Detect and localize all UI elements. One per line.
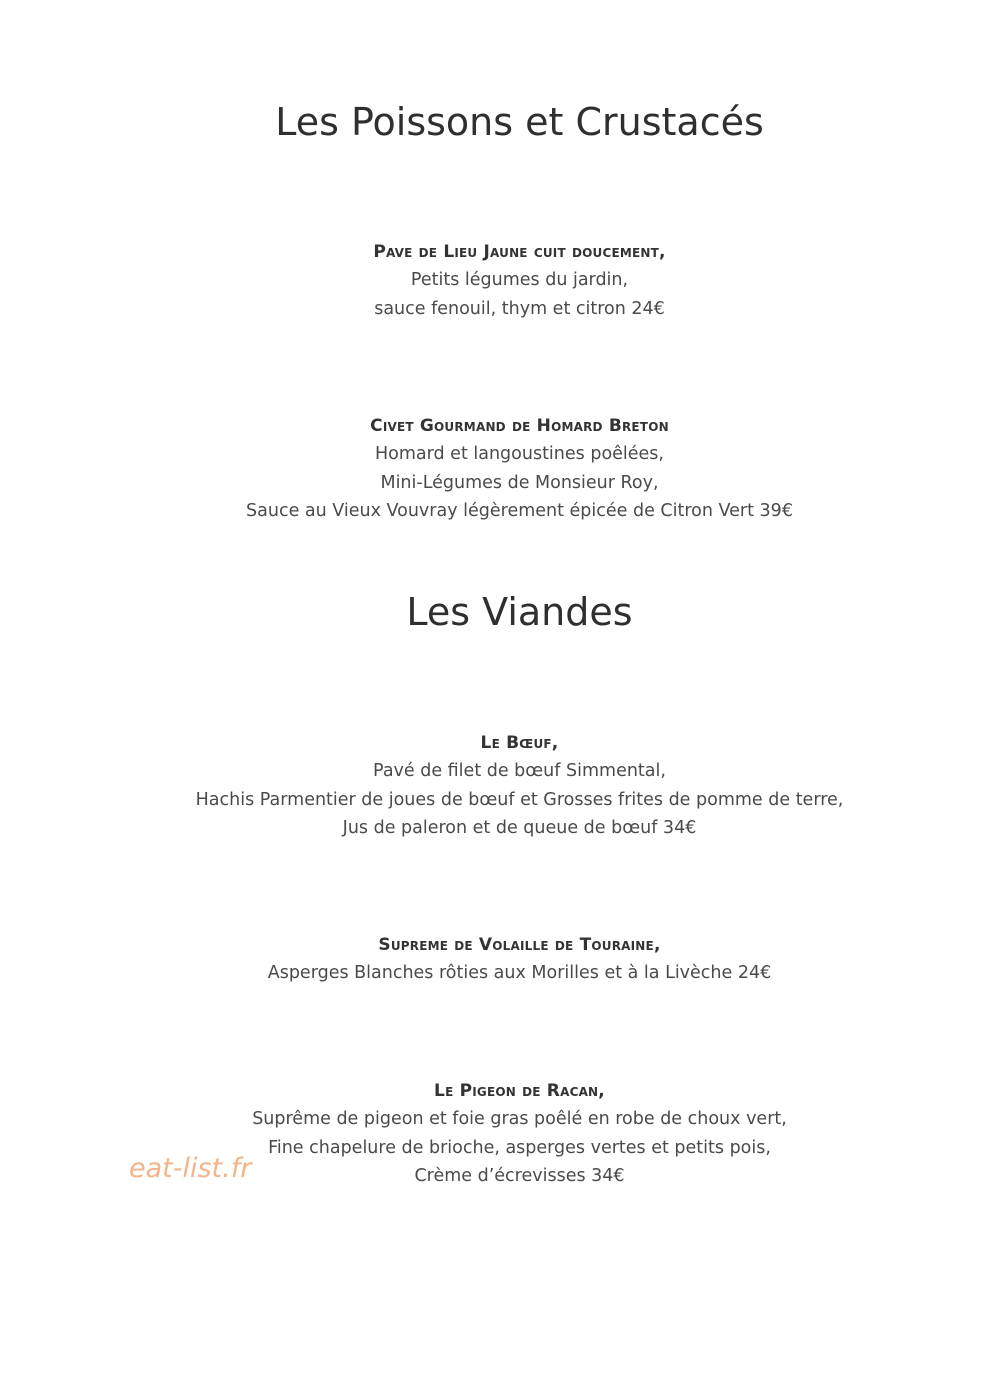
dish-lieu-jaune [0,238,989,323]
dish-description-line: Jus de paleron et de queue de bœuf 34€ [342,818,697,838]
dish-description-line: Sauce au Vieux Vouvray légèrement épicée de Citron Vert 39€ [246,501,793,521]
section-title-poissons: Les Poissons et Crustacés [275,100,764,144]
dish-volaille [0,931,989,988]
watermark: eat-list.fr [129,1153,252,1184]
dish-description-line: Hachis Parmentier de joues de bœuf et Grosses frites de pomme de terre, [195,789,844,810]
dish-name: Pave de Lieu Jaune cuit doucement, [373,242,666,262]
dish-name: Le Bœuf, [480,733,559,753]
dish-description-line: Petits légumes du jardin, [410,270,629,290]
dish-description-line: Suprême de pigeon et foie gras poêlé en robe de choux vert, [252,1109,787,1129]
dish-description-line: Homard et langoustines poêlées, [374,444,664,464]
dish-name: Supreme de Volaille de Touraine, [378,935,661,955]
dish-description-line: Fine chapelure de brioche, asperges vertes et petits pois, [268,1137,771,1158]
section-title-viandes: Les Viandes [406,590,633,634]
dish-homard [0,412,989,526]
dish-description-line: Asperges Blanches rôties aux Morilles et à la Livèche 24€ [267,963,772,983]
dish-description-line: Pavé de filet de bœuf Simmental, [373,761,666,781]
dish-description-line: sauce fenouil, thym et citron 24€ [374,298,665,319]
dish-description-line: Mini-Légumes de Monsieur Roy, [380,472,659,493]
dish-description-line: Crème d’écrevisses 34€ [414,1166,625,1186]
dish-name: Le Pigeon de Racan, [434,1081,605,1101]
dish-boeuf [0,729,989,843]
dish-name: Civet Gourmand de Homard Breton [370,416,669,436]
